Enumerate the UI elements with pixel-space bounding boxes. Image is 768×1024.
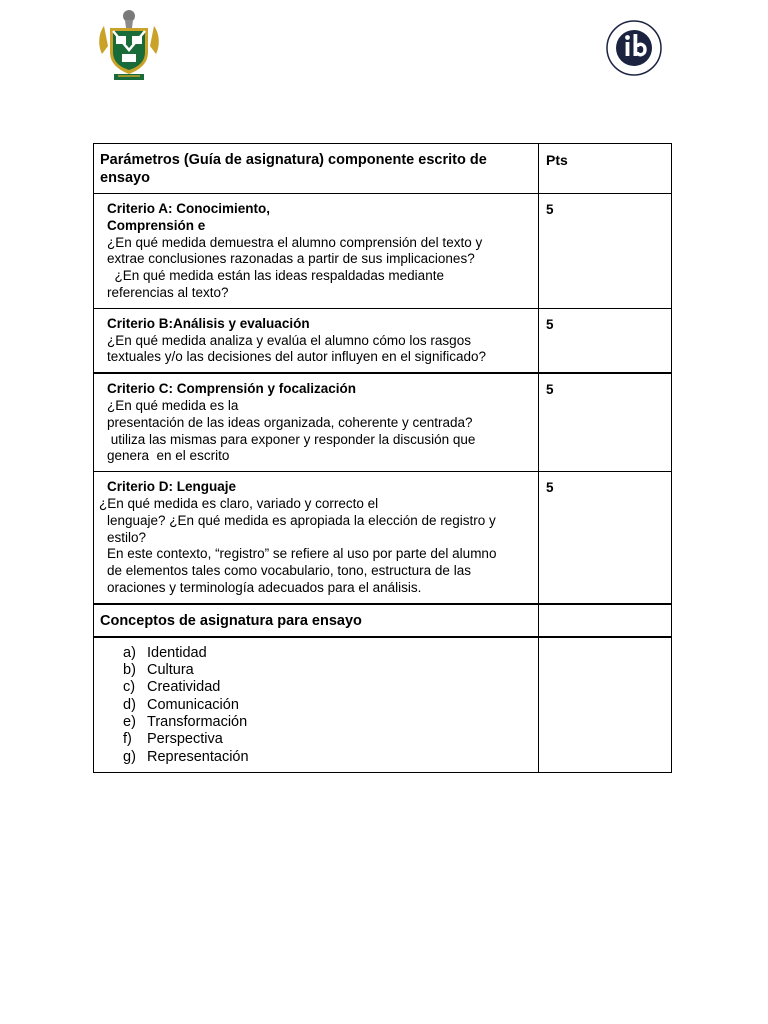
criterion-text-line: textuales y/o las decisiones del autor influyen en el significado?	[107, 349, 486, 365]
concept-label: Identidad	[147, 644, 207, 661]
criterion-text-line: En este contexto, “registro” se refiere al uso por parte del alumno	[107, 546, 497, 562]
criterion-text-line: extrae conclusiones razonadas a partir de sus implicaciones?	[107, 251, 475, 267]
list-item	[123, 679, 538, 696]
criterion-text-line: lenguaje? ¿En qué medida es apropiada la elección de registro y	[107, 512, 496, 528]
list-item	[123, 714, 538, 731]
criterion-points: 5	[546, 382, 554, 398]
ib-logo-icon	[606, 20, 662, 76]
criterion-text-line: estilo?	[107, 529, 147, 545]
criterion-text-line: de elementos tales como vocabulario, tono, estructura de las	[107, 563, 471, 579]
criteria-table	[93, 143, 672, 773]
concepts-header-row	[94, 604, 672, 637]
criterion-points: 5	[546, 316, 554, 332]
criterion-text-line: utiliza las mismas para exponer y responder la discusión que	[107, 431, 476, 447]
points-header: Pts	[546, 152, 568, 168]
criterion-points: 5	[546, 480, 554, 496]
criterion-text-line: oraciones y terminología adecuados para el análisis.	[107, 579, 422, 595]
list-item	[123, 662, 538, 679]
criterion-row-b	[94, 308, 672, 373]
list-marker: d)	[123, 696, 136, 713]
criterion-text-line: ¿En qué medida analiza y evalúa el alumno cómo los rasgos	[107, 332, 471, 348]
criterion-title-line: Comprensión e	[107, 217, 206, 233]
list-item	[123, 697, 538, 714]
concept-label: Comunicación	[147, 696, 239, 713]
list-marker: f)	[123, 731, 132, 748]
criterion-title-line: Criterio A: Conocimiento,	[107, 201, 271, 216]
criterion-points: 5	[546, 202, 554, 217]
concept-label: Perspectiva	[147, 731, 223, 748]
concept-label: Representación	[147, 748, 249, 765]
criterion-row-d	[94, 472, 672, 604]
criterion-text-line: ¿En qué medida demuestra el alumno comprensión del texto y	[107, 234, 483, 250]
school-crest-icon	[96, 6, 162, 84]
criterion-text-line: referencias al texto?	[107, 284, 229, 300]
list-marker: b)	[123, 662, 136, 679]
list-marker: g)	[123, 748, 136, 765]
criterion-text-line: ¿En qué medida es claro, variado y correcto el	[99, 495, 379, 511]
concept-label: Creatividad	[147, 679, 221, 696]
table-header-row	[94, 144, 672, 194]
table-header-title: Parámetros (Guía de asignatura) componente escrito de ensayo	[100, 152, 487, 186]
criterion-title-line: Criterio C: Comprensión y focalización	[107, 381, 357, 397]
criterion-title-line: Criterio D: Lenguaje	[107, 479, 237, 495]
list-marker: c)	[123, 679, 136, 696]
concept-label: Cultura	[147, 662, 194, 679]
list-marker: a)	[123, 644, 136, 661]
criterion-text-line: ¿En qué medida es la	[107, 397, 239, 413]
criterion-row-a	[94, 194, 672, 309]
concepts-title: Conceptos de asignatura para ensayo	[100, 612, 362, 629]
concepts-list	[94, 638, 538, 772]
list-item	[123, 731, 538, 748]
criterion-text-line: presentación de las ideas organizada, coherente y centrada?	[107, 414, 473, 430]
criterion-text-line: ¿En qué medida están las ideas respaldadas mediante	[107, 268, 444, 284]
list-marker: e)	[123, 713, 136, 730]
list-item	[123, 749, 538, 766]
concept-label: Transformación	[147, 713, 248, 730]
criterion-text-line: genera en el escrito	[107, 448, 230, 464]
list-item	[123, 645, 538, 662]
criterion-title-line: Criterio B:Análisis y evaluación	[107, 315, 310, 331]
concepts-list-row	[94, 637, 672, 773]
criterion-row-c	[94, 373, 672, 471]
